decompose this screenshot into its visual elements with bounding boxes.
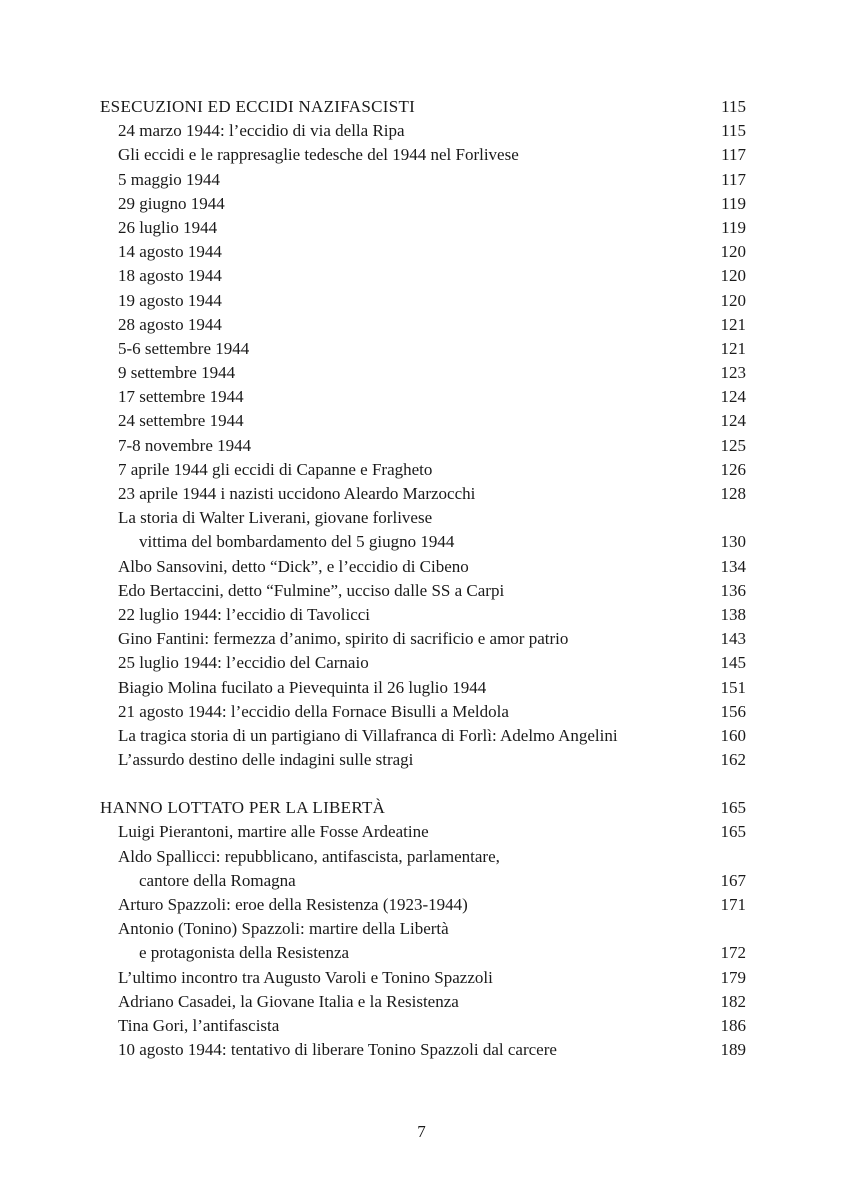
section-heading-title: HANNO LOTTATO PER LA LIBERTÀ xyxy=(100,798,386,818)
toc-entry-page-number: 143 xyxy=(720,629,746,649)
toc-entry-title: 28 agosto 1944 xyxy=(118,314,222,334)
toc-entry-title: 7 aprile 1944 gli eccidi di Capanne e Fragheto xyxy=(118,459,433,479)
toc-entry-title: 26 luglio 1944 xyxy=(118,217,218,237)
toc-entry[interactable] xyxy=(100,893,746,917)
section-heading-page-number: 165 xyxy=(720,798,746,818)
toc-entry-title: Aldo Spallicci: repubblicano, antifascista, parlamentare, xyxy=(118,846,500,866)
toc-entry-title: 14 agosto 1944 xyxy=(118,242,222,262)
toc-entry-title: 18 agosto 1944 xyxy=(118,266,222,286)
toc-entry-title: Luigi Pierantoni, martire alle Fosse Ardeatine xyxy=(118,822,429,842)
toc-entry-title: 24 settembre 1944 xyxy=(118,411,244,431)
toc-entry[interactable] xyxy=(100,264,746,288)
toc-entry-title: L’assurdo destino delle indagini sulle stragi xyxy=(118,750,414,770)
toc-entry[interactable] xyxy=(100,119,746,143)
toc-entry-page-number: 182 xyxy=(720,991,746,1011)
toc-entry-page-number: 120 xyxy=(720,266,746,286)
toc-entry-page-number: 121 xyxy=(720,314,746,334)
toc-entry-title: L’ultimo incontro tra Augusto Varoli e Tonino Spazzoli xyxy=(118,967,493,987)
toc-entry[interactable] xyxy=(100,651,746,675)
toc-entry-page-number: 126 xyxy=(720,459,746,479)
toc-entry[interactable] xyxy=(100,385,746,409)
toc-entry-page-number: 171 xyxy=(720,895,746,914)
toc-entry-title: 17 settembre 1944 xyxy=(118,387,244,407)
page-number: 7 xyxy=(417,1122,426,1141)
toc-entry[interactable] xyxy=(100,1014,746,1038)
toc-entry-title: 21 agosto 1944: l’eccidio della Fornace Bisulli a Meldola xyxy=(118,701,509,721)
toc-entry-continuation-title: vittima del bombardamento del 5 giugno 1944 xyxy=(139,532,455,552)
toc-entry-continuation-page-number: 130 xyxy=(720,532,746,552)
toc-entry-page-number: 125 xyxy=(720,435,746,455)
toc-entry-page-number: 160 xyxy=(720,725,746,745)
toc-entry-title: 5 maggio 1944 xyxy=(118,169,220,189)
toc-entry-page-number: 124 xyxy=(720,387,746,407)
toc-entry-title: 23 aprile 1944 i nazisti uccidono Aleardo Marzocchi xyxy=(118,484,476,503)
toc-entry[interactable] xyxy=(100,409,746,433)
section-heading[interactable] xyxy=(100,95,746,119)
toc-entry[interactable] xyxy=(100,337,746,361)
toc-entry[interactable] xyxy=(100,627,746,651)
toc-entry-page-number: 138 xyxy=(720,604,746,624)
toc-entry-page-number: 136 xyxy=(720,580,746,600)
toc-entry-page-number: 156 xyxy=(720,701,746,721)
toc-entry-page-number: 115 xyxy=(721,121,746,141)
toc-entry-page-number: 151 xyxy=(720,677,746,697)
toc-entry-title: Gino Fantini: fermezza d’animo, spirito di sacrificio e amor patrio xyxy=(118,629,569,649)
toc-entry-title: Gli eccidi e le rappresaglie tedesche del 1944 nel Forlivese xyxy=(118,145,519,165)
toc-entry-page-number: 186 xyxy=(720,1015,746,1035)
toc-entry-title: Antonio (Tonino) Spazzoli: martire della Libertà xyxy=(118,919,449,939)
toc-entry-page-number: 134 xyxy=(720,556,746,576)
toc-entry-title: Albo Sansovini, detto “Dick”, e l’eccidio di Cibeno xyxy=(118,556,469,576)
toc-entry-continuation-page-number: 172 xyxy=(720,943,746,963)
section-heading-page-number: 115 xyxy=(721,97,746,116)
toc-entry[interactable] xyxy=(100,845,746,869)
toc-entry[interactable] xyxy=(100,676,746,700)
toc-entry-title: 24 marzo 1944: l’eccidio di via della Ripa xyxy=(118,121,405,141)
toc-entry-title: 22 luglio 1944: l’eccidio di Tavolicci xyxy=(118,604,371,624)
table-of-contents xyxy=(100,95,746,1062)
toc-entry[interactable] xyxy=(100,192,746,216)
toc-entry-page-number: 179 xyxy=(720,967,746,987)
toc-entry-page-number: 123 xyxy=(720,363,746,383)
toc-entry[interactable] xyxy=(100,361,746,385)
toc-entry-page-number: 124 xyxy=(720,411,746,431)
toc-entry[interactable] xyxy=(100,917,746,941)
toc-entry-continuation[interactable] xyxy=(100,530,746,554)
toc-entry-continuation[interactable] xyxy=(100,941,746,965)
toc-entry-title: 5-6 settembre 1944 xyxy=(118,338,250,358)
toc-entry-continuation-page-number: 167 xyxy=(720,870,746,890)
toc-section xyxy=(100,796,746,1062)
toc-entry[interactable] xyxy=(100,966,746,990)
toc-entry-title: Tina Gori, l’antifascista xyxy=(118,1015,280,1035)
toc-entry-title: 9 settembre 1944 xyxy=(118,363,236,383)
toc-entry-page-number: 117 xyxy=(721,169,746,189)
toc-entry-title: Arturo Spazzoli: eroe della Resistenza (1923-1944) xyxy=(118,895,468,914)
toc-entry-page-number: 128 xyxy=(720,484,746,503)
toc-entry[interactable] xyxy=(100,603,746,627)
toc-entry[interactable] xyxy=(100,143,746,167)
toc-entry[interactable] xyxy=(100,482,746,506)
toc-entry[interactable] xyxy=(100,216,746,240)
toc-entry[interactable] xyxy=(100,506,746,530)
toc-entry[interactable] xyxy=(100,990,746,1014)
section-heading-title: ESECUZIONI ED ECCIDI NAZIFASCISTI xyxy=(100,97,416,116)
toc-entry-title: Adriano Casadei, la Giovane Italia e la Resistenza xyxy=(118,991,459,1011)
toc-entry[interactable] xyxy=(100,820,746,844)
toc-entry-title: La tragica storia di un partigiano di Villafranca di Forlì: Adelmo Angelini xyxy=(118,725,618,745)
toc-entry[interactable] xyxy=(100,555,746,579)
toc-entry-title: 10 agosto 1944: tentativo di liberare Tonino Spazzoli dal carcere xyxy=(118,1040,557,1060)
toc-entry[interactable] xyxy=(100,434,746,458)
toc-entry[interactable] xyxy=(100,579,746,603)
toc-entry-title: 25 luglio 1944: l’eccidio del Carnaio xyxy=(118,653,369,673)
toc-entry-page-number: 121 xyxy=(720,338,746,358)
toc-entry-page-number: 119 xyxy=(721,193,746,213)
toc-entry[interactable] xyxy=(100,168,746,192)
toc-entry[interactable] xyxy=(100,1038,746,1062)
toc-entry-page-number: 145 xyxy=(720,653,746,673)
toc-entry-title: 19 agosto 1944 xyxy=(118,290,222,310)
toc-entry[interactable] xyxy=(100,458,746,482)
toc-entry-title: 7-8 novembre 1944 xyxy=(118,435,252,455)
toc-entry[interactable] xyxy=(100,313,746,337)
toc-entry-title: La storia di Walter Liverani, giovane forlivese xyxy=(118,508,433,528)
toc-entry-title: Biagio Molina fucilato a Pievequinta il 26 luglio 1944 xyxy=(118,677,487,697)
toc-entry[interactable] xyxy=(100,700,746,724)
toc-entry-page-number: 120 xyxy=(720,242,746,262)
toc-entry-page-number: 165 xyxy=(720,822,746,842)
toc-entry-continuation-title: cantore della Romagna xyxy=(139,870,296,890)
toc-entry-title: 29 giugno 1944 xyxy=(118,193,225,213)
toc-entry[interactable] xyxy=(100,748,746,772)
toc-entry-continuation-title: e protagonista della Resistenza xyxy=(139,943,350,963)
toc-entry-continuation[interactable] xyxy=(100,869,746,893)
toc-entry-title: Edo Bertaccini, detto “Fulmine”, ucciso dalle SS a Carpi xyxy=(118,580,505,600)
toc-entry-page-number: 117 xyxy=(721,145,746,165)
toc-entry-page-number: 162 xyxy=(720,750,746,770)
section-heading[interactable] xyxy=(100,796,746,820)
toc-section xyxy=(100,95,746,772)
toc-entry[interactable] xyxy=(100,289,746,313)
toc-entry-page-number: 120 xyxy=(720,290,746,310)
toc-entry[interactable] xyxy=(100,724,746,748)
toc-entry-page-number: 119 xyxy=(721,217,746,237)
toc-entry-page-number: 189 xyxy=(720,1040,746,1060)
toc-entry[interactable] xyxy=(100,240,746,264)
